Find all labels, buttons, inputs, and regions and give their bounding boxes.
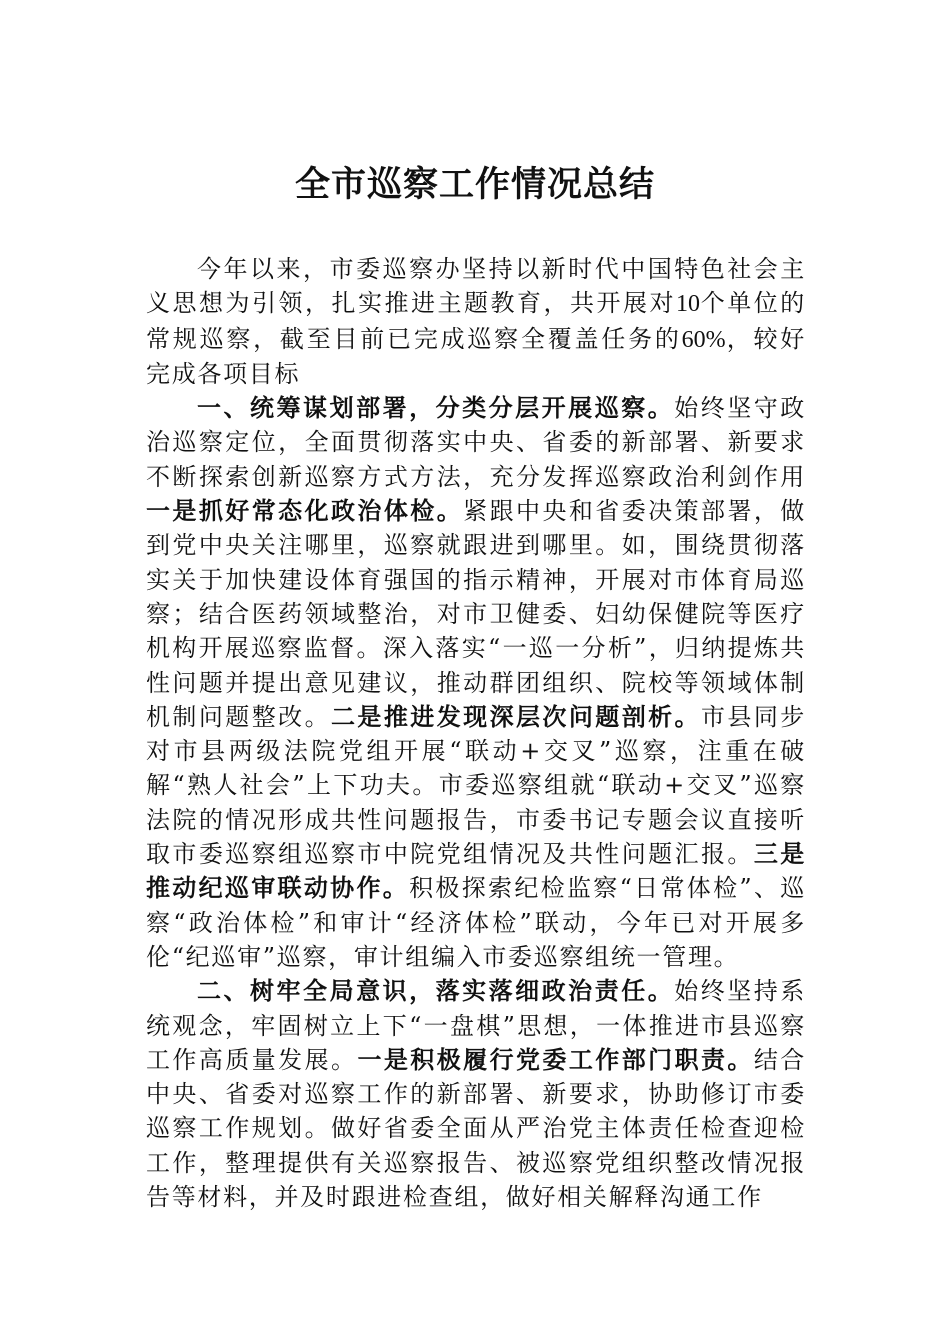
document-body	[146, 252, 806, 1214]
intro-text-3: ，较好完成各项目标	[146, 324, 807, 388]
section-2-item-1-text: 结合中央、省委对巡察工作的新部署、新要求，协助修订市委巡察工作规划。做好省委全面从严治党主体责任检查迎检工作，整理提供有关巡察报告、被巡察党组织整改情况报告等材料，并及时跟进检查组，做好相关解释沟通工作	[146, 1045, 807, 1212]
section-1-item-2-title: 二是推进发现深层次问题剖析。	[331, 701, 701, 731]
intro-paragraph	[146, 252, 806, 391]
section-1-item-3-text: 积极探索纪检监察“日常体检”、巡察“政治体检”和审计“经济体检”联动，今年已对开展多伦“纪巡审”巡察，审计组编入市委巡察组统一管理。	[146, 874, 806, 971]
intro-text-2: 个单位的常规巡察，截至目前已完成巡察全覆盖任务的	[146, 289, 806, 353]
section-2-paragraph	[146, 974, 806, 1214]
section-1-lead: 始终坚守政治巡察定位，全面贯彻落实中央、省委的新部署、新要求不断探索创新巡察方式方法，充分发挥巡察政治利剑作用	[146, 394, 807, 491]
section-2-lead: 始终坚持系统观念，牢固树立上下“一盘棋”思想，一体推进市县巡察工作高质量发展。	[146, 977, 807, 1074]
section-1-item-3-title: 三是推动纪巡审联动协作。	[146, 839, 806, 903]
section-2-item-1-title: 一是积极履行党委工作部门职责。	[357, 1044, 754, 1074]
section-2-heading: 二、树牢全局意识，落实落细政治责任。	[197, 976, 675, 1006]
coverage-percent: 60%	[681, 326, 726, 353]
document-title: 全市巡察工作情况总结	[294, 164, 655, 205]
section-1-heading: 一、统筹谋划部署，分类分层开展巡察。	[197, 393, 675, 423]
section-1-item-1-text: 紧跟中央和省委决策部署，做到党中央关注哪里，巡察就跟进到哪里。如，围绕贯彻落实关于加快建设体育强国的指示精神，开展对市体育局巡察；结合医药领域整治，对市卫健委、妇幼保健院等医疗机构开展巡察监督。深入落实“一巡一分析”，归纳提炼共性问题并提出意见建议，推动群团组织、院校等领域体制机制问题整改。	[146, 497, 806, 731]
intro-text-1: 今年以来，市委巡察办坚持以新时代中国特色社会主义思想为引领，扎实推进主题教育，共开展对	[146, 255, 806, 318]
unit-count: 10	[676, 291, 700, 318]
section-1-paragraph	[146, 391, 806, 974]
section-1-item-1-title: 一是抓好常态化政治体检。	[146, 496, 464, 526]
section-1-item-2-text: 市县同步对市县两级法院党组开展“联动+交叉”巡察，注重在破解“熟人社会”上下功夫。市委巡察组就“联动+交叉”巡察法院的情况形成共性问题报告，市委书记专题会议直接听取市委巡察组巡察市中院党组情况及共性问题汇报。	[146, 702, 806, 869]
